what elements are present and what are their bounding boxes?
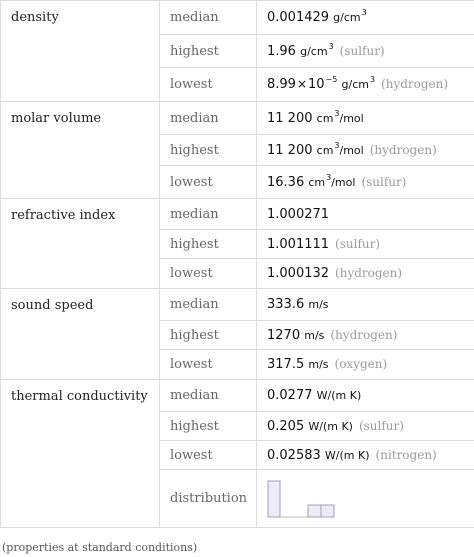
property-label-refractive-index: refractive index <box>1 199 160 289</box>
thermal-conductivity-median-row <box>1 380 474 412</box>
density-median-row <box>1 1 474 35</box>
property-label-sound-speed: sound speed <box>1 289 160 380</box>
refractive-index-median-value: 1.000271 <box>257 199 474 230</box>
element-note: (hydrogen) <box>369 142 437 157</box>
distribution-cell <box>257 470 474 528</box>
stat-label: median <box>160 380 257 412</box>
stat-label: lowest <box>160 259 257 289</box>
molar-volume-median-value: 11 200 $cm^3$/mol <box>257 102 474 135</box>
footnote: (properties at standard conditions) <box>2 541 198 554</box>
element-note: (hydrogen) <box>381 77 449 91</box>
sound-speed-lowest-value: 317.5 m/s (oxygen) <box>257 350 474 380</box>
property-label-density: density <box>1 1 160 102</box>
histogram-bar <box>268 481 280 517</box>
distribution-histogram <box>267 477 347 521</box>
refractive-index-lowest-value: 1.000132 (hydrogen) <box>257 259 474 289</box>
stat-label: median <box>160 102 257 135</box>
molar-volume-lowest-value: 16.36 $cm^3$/mol (sulfur) <box>257 166 474 199</box>
stat-label: highest <box>160 230 257 259</box>
stat-label: highest <box>160 321 257 350</box>
sound-speed-highest-value: 1270 m/s (hydrogen) <box>257 321 474 350</box>
element-note: (nitrogen) <box>375 447 437 462</box>
sound-speed-median-row <box>1 289 474 321</box>
histogram-bar <box>308 505 321 517</box>
stat-label: lowest <box>160 350 257 380</box>
stat-label: highest <box>160 412 257 441</box>
stat-label: median <box>160 1 257 35</box>
sound-speed-median-value: 333.6 m/s <box>257 289 474 321</box>
histogram-bar <box>321 505 334 517</box>
thermal-conductivity-lowest-value: 0.02583 W/(m K) (nitrogen) <box>257 441 474 470</box>
stat-label: median <box>160 199 257 230</box>
stat-label: highest <box>160 135 257 166</box>
density-highest-value: 1.96 $g/cm^3$ (sulfur) <box>257 35 474 68</box>
element-note: (sulfur) <box>361 174 407 189</box>
unit: g/cm <box>333 11 361 24</box>
property-label-thermal-conductivity: thermal conductivity <box>1 380 160 528</box>
stat-label: median <box>160 289 257 321</box>
stat-label: lowest <box>160 166 257 199</box>
thermal-conductivity-median-value: 0.0277 W/(m K) <box>257 380 474 412</box>
stat-label: distribution <box>160 470 257 528</box>
thermal-conductivity-highest-value: 0.205 W/(m K) (sulfur) <box>257 412 474 441</box>
stat-label: lowest <box>160 68 257 102</box>
property-label-molar-volume: molar volume <box>1 102 160 199</box>
element-note: (sulfur) <box>339 43 385 58</box>
element-note: (hydrogen) <box>335 266 403 280</box>
molar-volume-highest-value: 11 200 $cm^3$/mol (hydrogen) <box>257 135 474 166</box>
density-lowest-value: $8.99\times 10^{-5}$ $g/cm^3$ (hydrogen) <box>257 68 474 102</box>
refractive-index-highest-value: 1.001111 (sulfur) <box>257 230 474 259</box>
density-median-value: 0.001429 $g/cm^3$ <box>257 1 474 35</box>
stat-label: highest <box>160 35 257 68</box>
stat-label: lowest <box>160 441 257 470</box>
refractive-index-median-row <box>1 199 474 230</box>
element-note: (sulfur) <box>335 236 381 251</box>
molar-volume-median-row <box>1 102 474 135</box>
element-note: (hydrogen) <box>330 327 398 342</box>
element-note: (oxygen) <box>334 357 388 371</box>
element-note: (sulfur) <box>358 418 404 433</box>
